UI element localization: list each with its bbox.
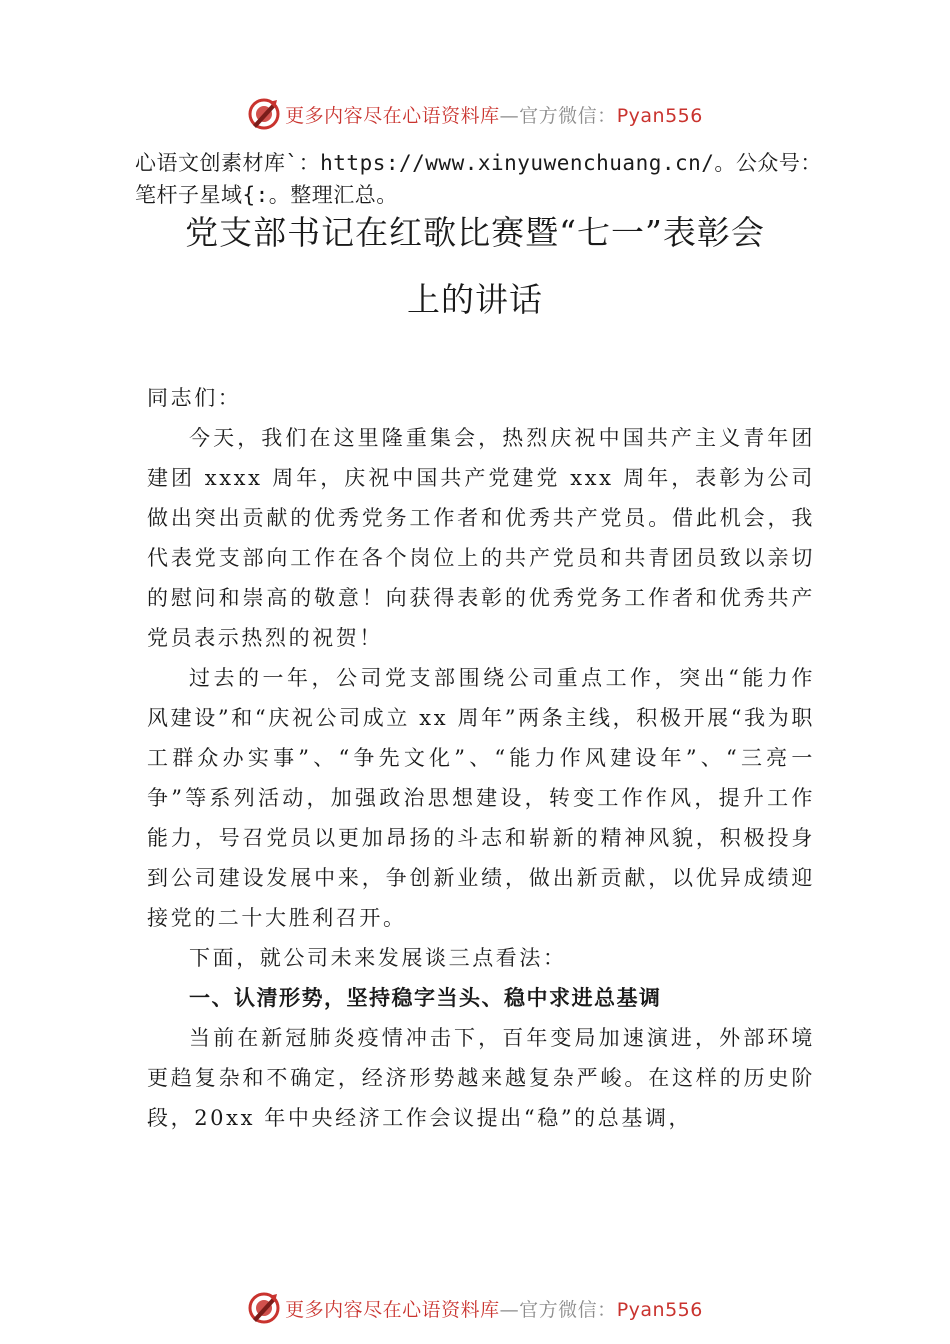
banner-wechat-id: Pyan556	[616, 1298, 703, 1321]
document-body	[147, 378, 815, 1138]
document-title-line-1: 党支部书记在红歌比赛暨“七一”表彰会	[185, 213, 765, 252]
banner-main-text: 更多内容尽在心语资料库	[285, 1298, 500, 1321]
header-banner	[0, 94, 950, 134]
footer-banner	[0, 1288, 950, 1328]
brush-logo-icon	[247, 97, 281, 131]
section-1-heading: 一、认清形势，坚持稳字当头、稳中求进总基调	[189, 986, 662, 1010]
brush-logo-icon	[247, 1291, 281, 1325]
paragraph-3: 下面，就公司未来发展谈三点看法：	[189, 946, 567, 970]
paragraph-2: 过去的一年，公司党支部围绕公司重点工作，突出“能力作风建设”和“庆祝公司成立 xx 周年”两条主线，积极开展“我为职工群众办实事”、“争先文化”、“能力作风建设年”、“三亮一争”等系列活动，加强政治思想建设，转变工作作风，提升工作能力，号召党员以更加昂扬的斗志和崭新的精神风貌，积极投身到公司建设发展中来，争创新业绩，做出新贡献，以优异成绩迎接党的二十大胜利召开。	[147, 666, 815, 930]
section-1-paragraph: 当前在新冠肺炎疫情冲击下，百年变局加速演进，外部环境更趋复杂和不确定，经济形势越来越复杂严峻。在这样的历史阶段，20xx 年中央经济工作会议提出“稳”的总基调，	[147, 1026, 815, 1130]
paragraph-1: 今天，我们在这里隆重集会，热烈庆祝中国共产主义青年团建团 xxxx 周年，庆祝中国共产党建党 xxx 周年，表彰为公司做出突出贡献的优秀党务工作者和优秀共产党员。借此机会，我代表党支部向工作在各个岗位上的共产党员和共青团员致以亲切的慰问和崇高的敬意！向获得表彰的优秀党务工作者和优秀共产党员表示热烈的祝贺！	[147, 426, 815, 650]
salutation: 同志们：	[147, 386, 242, 410]
source-line-2: 笔杆子星域{:。整理汇总。	[135, 183, 398, 207]
banner-label: 官方微信：	[519, 104, 617, 127]
banner-main-text: 更多内容尽在心语资料库	[285, 104, 500, 127]
banner-separator: —	[499, 1298, 520, 1321]
banner-wechat-id: Pyan556	[616, 104, 703, 127]
banner-message	[285, 1295, 703, 1322]
source-line-1: 心语文创素材库`：https://www.xinyuwenchuang.cn/。公众号：	[135, 151, 822, 175]
banner-label: 官方微信：	[519, 1298, 617, 1321]
banner-separator: —	[499, 104, 520, 127]
document-title-line-2: 上的讲话	[407, 280, 543, 319]
banner-message	[285, 101, 703, 128]
